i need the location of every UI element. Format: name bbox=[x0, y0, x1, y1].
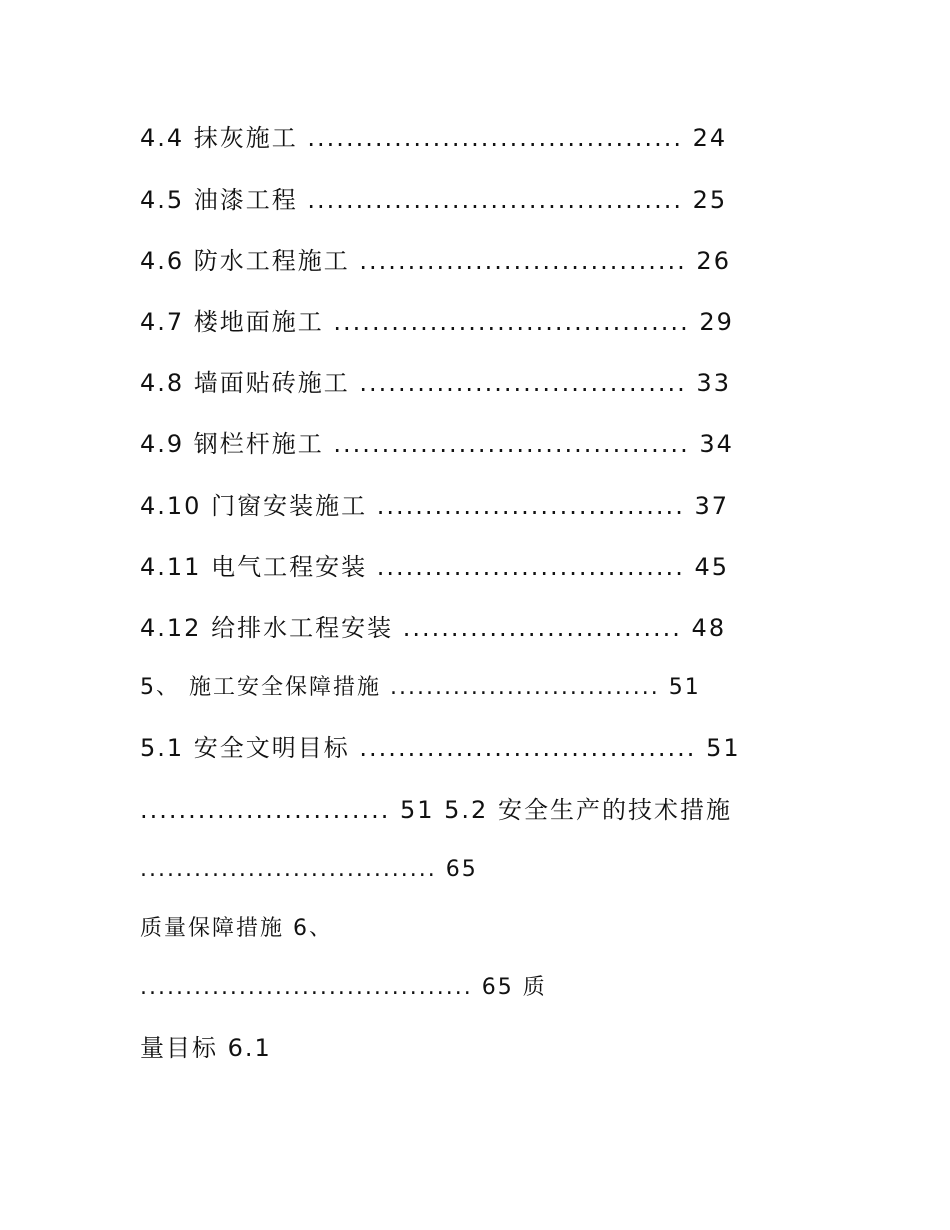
toc-entry-5: 5、 施工安全保障措施 .............................. 51 bbox=[140, 675, 701, 700]
toc-entry-4-12: 4.12 给排水工程安装 ............................. 48 bbox=[140, 614, 727, 642]
toc-entry-5-2: .......................... 51 5.2 安全生产的技术措施 bbox=[140, 796, 732, 824]
toc-entry-4-4: 4.4 抹灰施工 ....................................... 24 bbox=[140, 124, 728, 152]
toc-entry-dots-65-quality: ..................................... 65 质 bbox=[140, 975, 547, 1000]
toc-entry-6-1: 量目标 6.1 bbox=[140, 1034, 272, 1062]
toc-entry-4-11: 4.11 电气工程安装 ................................ 45 bbox=[140, 553, 729, 581]
toc-entry-4-6: 4.6 防水工程施工 .................................. 26 bbox=[140, 247, 731, 275]
toc-entry-4-10: 4.10 门窗安装施工 ................................ 37 bbox=[140, 492, 729, 520]
toc-entry-4-5: 4.5 油漆工程 ....................................... 25 bbox=[140, 186, 728, 214]
toc-entry-5-1: 5.1 安全文明目标 ................................... 51 bbox=[140, 734, 741, 762]
toc-entry-4-9: 4.9 钢栏杆施工 ..................................... 34 bbox=[140, 430, 734, 458]
toc-entry-4-7: 4.7 楼地面施工 ..................................... 29 bbox=[140, 308, 734, 336]
toc-entry-4-8: 4.8 墙面贴砖施工 .................................. 33 bbox=[140, 369, 731, 397]
toc-entry-6: 质量保障措施 6、 bbox=[140, 916, 333, 941]
toc-entry-dots-65: ................................. 65 bbox=[140, 857, 478, 882]
